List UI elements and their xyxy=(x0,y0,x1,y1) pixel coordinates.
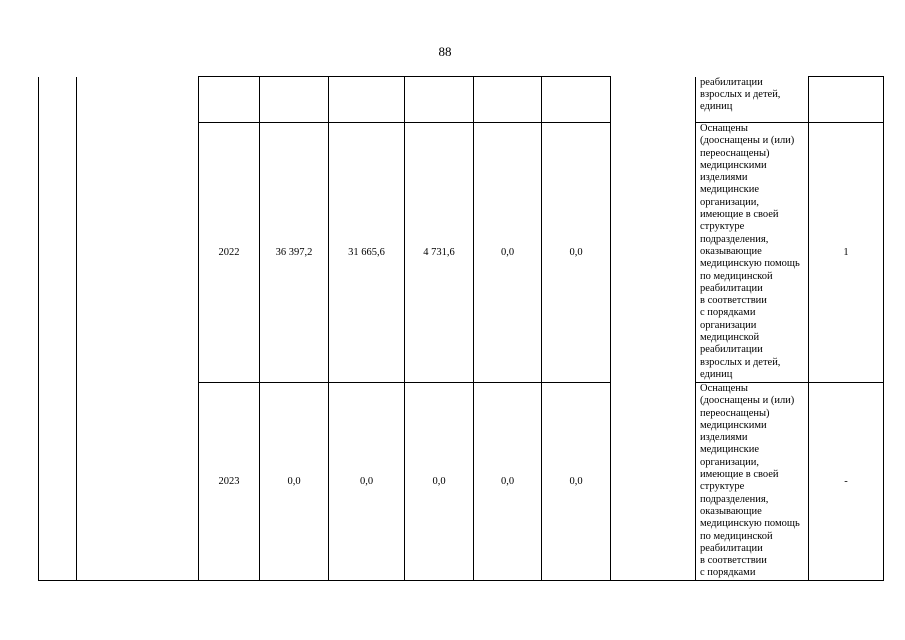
indicator-value: 1 xyxy=(809,123,884,383)
indicator-description: реабилитации взрослых и детей, единиц xyxy=(696,77,809,123)
indicator-value: - xyxy=(809,383,884,581)
indicator-description: Оснащены (дооснащены и (или) переоснащены) медицинскими изделиями медицинские организации, имеющие в своей структуре подразделения, оказывающие медицинскую помощь по медицинской реабилитации в соответствии с порядками организации медицинской реабилитации взрослых и детей, единиц xyxy=(696,123,809,383)
program-table xyxy=(38,76,884,581)
total-cell: 0,0 xyxy=(260,383,329,581)
federal-cell xyxy=(329,77,405,123)
table-row-continued xyxy=(39,77,884,123)
regional-cell: 4 731,6 xyxy=(405,123,474,383)
year-cell xyxy=(199,77,260,123)
local-cell xyxy=(474,77,542,123)
local-cell: 0,0 xyxy=(474,123,542,383)
name-cell xyxy=(77,77,199,581)
total-cell: 36 397,2 xyxy=(260,123,329,383)
regional-cell xyxy=(405,77,474,123)
number-cell xyxy=(39,77,77,581)
federal-cell: 0,0 xyxy=(329,383,405,581)
other-cell: 0,0 xyxy=(542,123,611,383)
year-cell: 2022 xyxy=(199,123,260,383)
other-cell xyxy=(542,77,611,123)
other-cell: 0,0 xyxy=(542,383,611,581)
year-cell: 2023 xyxy=(199,383,260,581)
federal-cell: 31 665,6 xyxy=(329,123,405,383)
regional-cell: 0,0 xyxy=(405,383,474,581)
responsible-cell xyxy=(611,77,696,581)
indicator-description: Оснащены (дооснащены и (или) переоснащены) медицинскими изделиями медицинские организации, имеющие в своей структуре подразделения, оказывающие медицинскую помощь по медицинской реабилитации в соответствии с порядками xyxy=(696,383,809,581)
page-number: 88 xyxy=(438,44,452,59)
total-cell xyxy=(260,77,329,123)
indicator-value xyxy=(809,77,884,123)
local-cell: 0,0 xyxy=(474,383,542,581)
